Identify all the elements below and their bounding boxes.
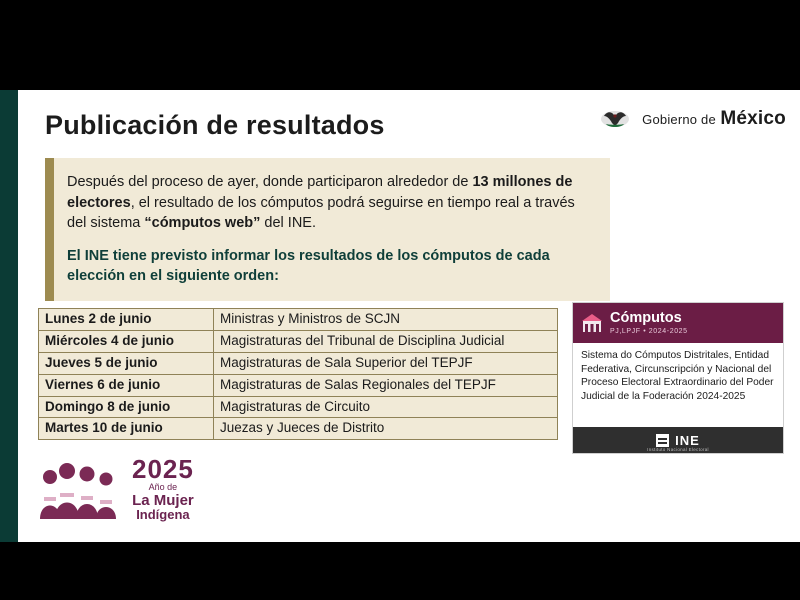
- computos-card-description: Sistema do Cómputos Distritales, Entidad Federativa, Circunscripción y Nacional del Proceso Electoral Extraordinario del Poder Judicial de la Foderación 2024-2025: [581, 350, 774, 403]
- gobierno-de-mexico-logo: [596, 104, 786, 134]
- computos-card: [572, 302, 784, 454]
- computos-card-subtitle: PJ,LPJF • 2024-2025: [610, 327, 688, 335]
- stmt-part-c: , el resultado de los cómputos podrá seguirse en tiempo real a través del sistema: [67, 194, 575, 232]
- stmt-part-a: Después del proceso de ayer, donde participaron alrededor de: [67, 174, 473, 190]
- computos-card-title: Cómputos: [610, 310, 682, 327]
- emblem-mujer: La Mujer: [132, 491, 194, 509]
- ine-mark: [656, 434, 669, 447]
- schedule-item: Magistraturas del Tribunal de Disciplina Judicial: [214, 330, 558, 352]
- statement-paragraph-1: [67, 172, 594, 234]
- page-title: Publicación de resultados: [45, 110, 385, 140]
- emblem-ano: Año de: [148, 481, 178, 492]
- schedule-item: Ministras y Ministros de SCJN: [214, 309, 558, 331]
- computos-building-icon: [581, 312, 603, 334]
- schedule-item: Magistraturas de Sala Superior del TEPJF: [214, 352, 558, 374]
- computos-card-titles: [610, 311, 688, 335]
- ine-subtext: Instituto Nacional Electoral: [647, 447, 709, 452]
- table-row: [39, 374, 558, 396]
- stmt-part-b: 13 millones de electores: [67, 174, 573, 211]
- statement-box: [45, 158, 610, 301]
- schedule-table-body: [39, 309, 558, 440]
- emblem-text: [132, 453, 194, 522]
- table-row: [39, 396, 558, 418]
- presentation-slide: [0, 90, 800, 542]
- table-row: [39, 330, 558, 352]
- computos-card-header: [573, 303, 783, 343]
- schedule-day: Lunes 2 de junio: [39, 309, 214, 331]
- schedule-item: Magistraturas de Salas Regionales del TEPJF: [214, 374, 558, 396]
- slide-left-accent-bar: [0, 90, 18, 542]
- schedule-item: Juezas y Jueces de Distrito: [214, 418, 558, 440]
- indigenous-women-illustration: [36, 457, 124, 519]
- mujer-indigena-emblem: [36, 448, 236, 528]
- ine-wordmark: INE: [675, 432, 700, 448]
- table-row: [39, 352, 558, 374]
- mexican-eagle-icon: [596, 104, 634, 134]
- emblem-indigena: Indígena: [136, 506, 190, 522]
- brand-line-1: Gobierno de: [642, 112, 716, 128]
- schedule-table: [38, 308, 558, 440]
- gobierno-de-mexico-wordmark: [642, 109, 786, 128]
- statement-paragraph-2: El INE tiene previsto informar los resultados de los cómputos de cada elección en el siguiente orden:: [67, 247, 550, 285]
- ine-logo-icon: [573, 427, 783, 453]
- schedule-day: Viernes 6 de junio: [39, 374, 214, 396]
- schedule-item: Magistraturas de Circuito: [214, 396, 558, 418]
- stmt-part-e: del INE.: [260, 215, 316, 232]
- stmt-part-d: “cómputos web”: [144, 215, 261, 232]
- schedule-day: Jueves 5 de junio: [39, 352, 214, 374]
- emblem-year: 2025: [132, 453, 194, 484]
- brand-line-2: México: [720, 108, 786, 130]
- table-row: [39, 309, 558, 331]
- schedule-day: Domingo 8 de junio: [39, 396, 214, 418]
- table-row: [39, 418, 558, 440]
- schedule-day: Martes 10 de junio: [39, 418, 214, 440]
- schedule-day: Miércoles 4 de junio: [39, 330, 214, 352]
